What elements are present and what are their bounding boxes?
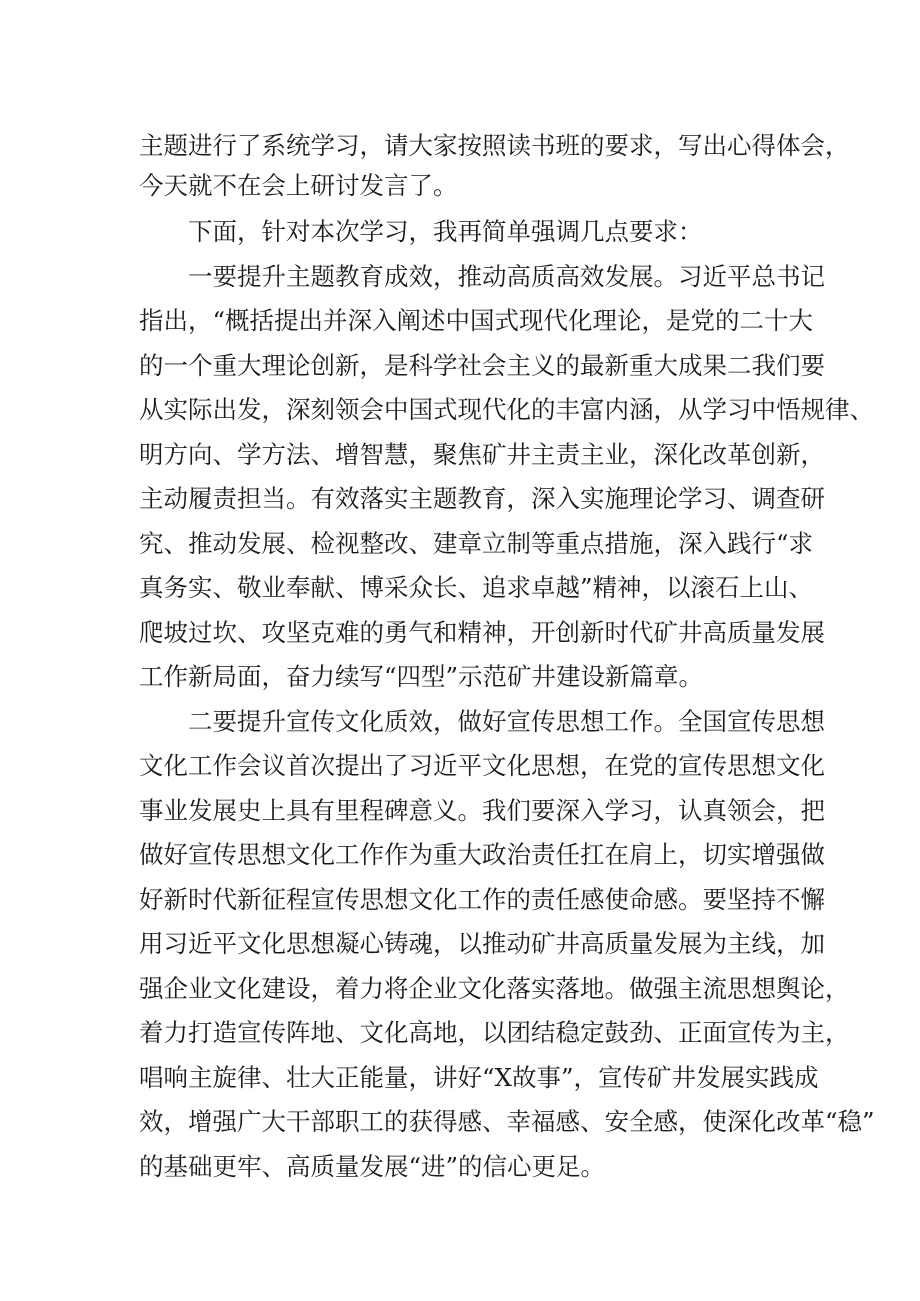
text-line: 做好宣传思想文化工作作为重大政治责任扛在肩上，切实增强做 — [139, 840, 825, 869]
text-line: 的一个重大理论创新，是科学社会主义的最新重大成果二我们要 — [139, 351, 825, 380]
text-line: 的基础更牢、高质量发展“进”的信心更足。 — [139, 1152, 606, 1181]
text-line: 文化工作会议首次提出了习近平文化思想，在党的宣传思想文化 — [139, 751, 825, 780]
text-line: 今天就不在会上研讨发言了。 — [139, 171, 458, 200]
text-line: 工作新局面，奋力续写“四型”示范矿井建设新篇章。 — [139, 662, 704, 691]
text-line: 指出，“概括提出并深入阐述中国式现代化理论，是党的二十大 — [139, 306, 814, 335]
text-line: 强企业文化建设，着力将企业文化落实落地。做强主流思想舆论， — [139, 974, 850, 1003]
text-line: 好新时代新征程宣传思想文化工作的责任感使命感。要坚持不懈 — [139, 885, 825, 914]
text-line: 主题进行了系统学习，请大家按照读书班的要求，写出心得体会， — [139, 131, 850, 160]
text-line: 效，增强广大干部职工的获得感、幸福感、安全感，使深化改革“稳” — [139, 1107, 875, 1136]
text-line: 主动履责担当。有效落实主题教育，深入实施理论学习、调查研 — [139, 484, 825, 513]
text-line: 一要提升主题教育成效，推动高质高效发展。习近平总书记 — [139, 262, 825, 291]
text-line: 究、推动发展、检视整改、建章立制等重点措施，深入践行“求 — [139, 529, 814, 558]
text-line: 从实际出发，深刻领会中国式现代化的丰富内涵，从学习中悟规律、 — [139, 395, 874, 424]
text-line: 二要提升宣传文化质效，做好宣传思想工作。全国宣传思想 — [139, 707, 825, 736]
text-line: 着力打造宣传阵地、文化高地，以团结稳定鼓劲、正面宣传为主， — [139, 1018, 850, 1047]
text-line: 明方向、学方法、增智慧，聚焦矿井主责主业，深化改革创新， — [139, 440, 825, 469]
text-line: 真务实、敬业奉献、博采众长、追求卓越”精神，以滚石上山、 — [139, 573, 814, 602]
text-line: 爬坡过坎、攻坚克难的勇气和精神，开创新时代矿井高质量发展 — [139, 618, 825, 647]
text-line: 下面，针对本次学习，我再简单强调几点要求： — [139, 217, 703, 246]
text-line: 用习近平文化思想凝心铸魂，以推动矿井高质量发展为主线，加 — [139, 929, 825, 958]
text-line: 唱响主旋律、壮大正能量，讲好“X故事”，宣传矿井发展实践成 — [139, 1063, 819, 1092]
text-line: 事业发展史上具有里程碑意义。我们要深入学习，认真领会，把 — [139, 796, 825, 825]
